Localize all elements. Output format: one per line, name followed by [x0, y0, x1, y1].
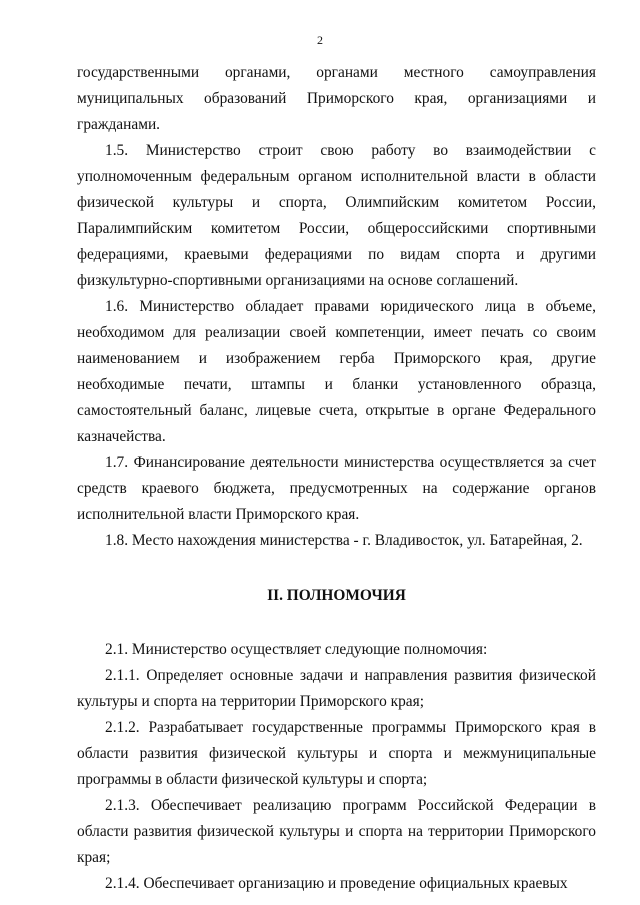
page-number: 2: [317, 33, 323, 47]
paragraph-2-1-2: 2.1.2. Разрабатывает государственные программы Приморского края в области развития физической культуры и спорта и межмуниципальные программы в области физической культуры и спорта;: [77, 719, 596, 788]
paragraph-2-1-1: 2.1.1. Определяет основные задачи и направления развития физической культуры и спорта на территории Приморского края;: [77, 667, 596, 710]
document-body: [77, 60, 596, 897]
paragraph-2-1-3: 2.1.3. Обеспечивает реализацию программ Российской Федерации в области развития физической культуры и спорта на территории Приморского края;: [77, 797, 596, 866]
paragraph-1-8: 1.8. Место нахождения министерства - г. Владивосток, ул. Батарейная, 2.: [105, 532, 583, 549]
paragraph-2-1: 2.1. Министерство осуществляет следующие полномочия:: [105, 641, 488, 658]
paragraph-2-1-4: 2.1.4. Обеспечивает организацию и проведение официальных краевых: [105, 875, 568, 892]
section-heading: II. ПОЛНОМОЧИЯ: [267, 587, 406, 604]
paragraph-continuation: государственными органами, органами местного самоуправления муниципальных образований Приморского края, организациями и гражданами.: [77, 64, 596, 133]
paragraph-1-7: 1.7. Финансирование деятельности министерства осуществляется за счет средств краевого бюджета, предусмотренных на содержание органов исполнительной власти Приморского края.: [77, 454, 596, 523]
paragraph-1-5: 1.5. Министерство строит свою работу во взаимодействии с уполномоченным федеральным органом исполнительной власти в области физической культуры и спорта, Олимпийским комитетом России, Паралимпийским комитетом России, общероссийскими спортивными федерациями, краевыми федерациями по видам спорта и другими физкультурно-спортивными организациями на основе соглашений.: [77, 142, 596, 289]
paragraph-1-6: 1.6. Министерство обладает правами юридического лица в объеме, необходимом для реализации своей компетенции, имеет печать со своим наименованием и изображением герба Приморского края, другие необходимые печати, штампы и бланки установленного образца, самостоятельный баланс, лицевые счета, открытые в органе Федерального казначейства.: [77, 298, 596, 445]
